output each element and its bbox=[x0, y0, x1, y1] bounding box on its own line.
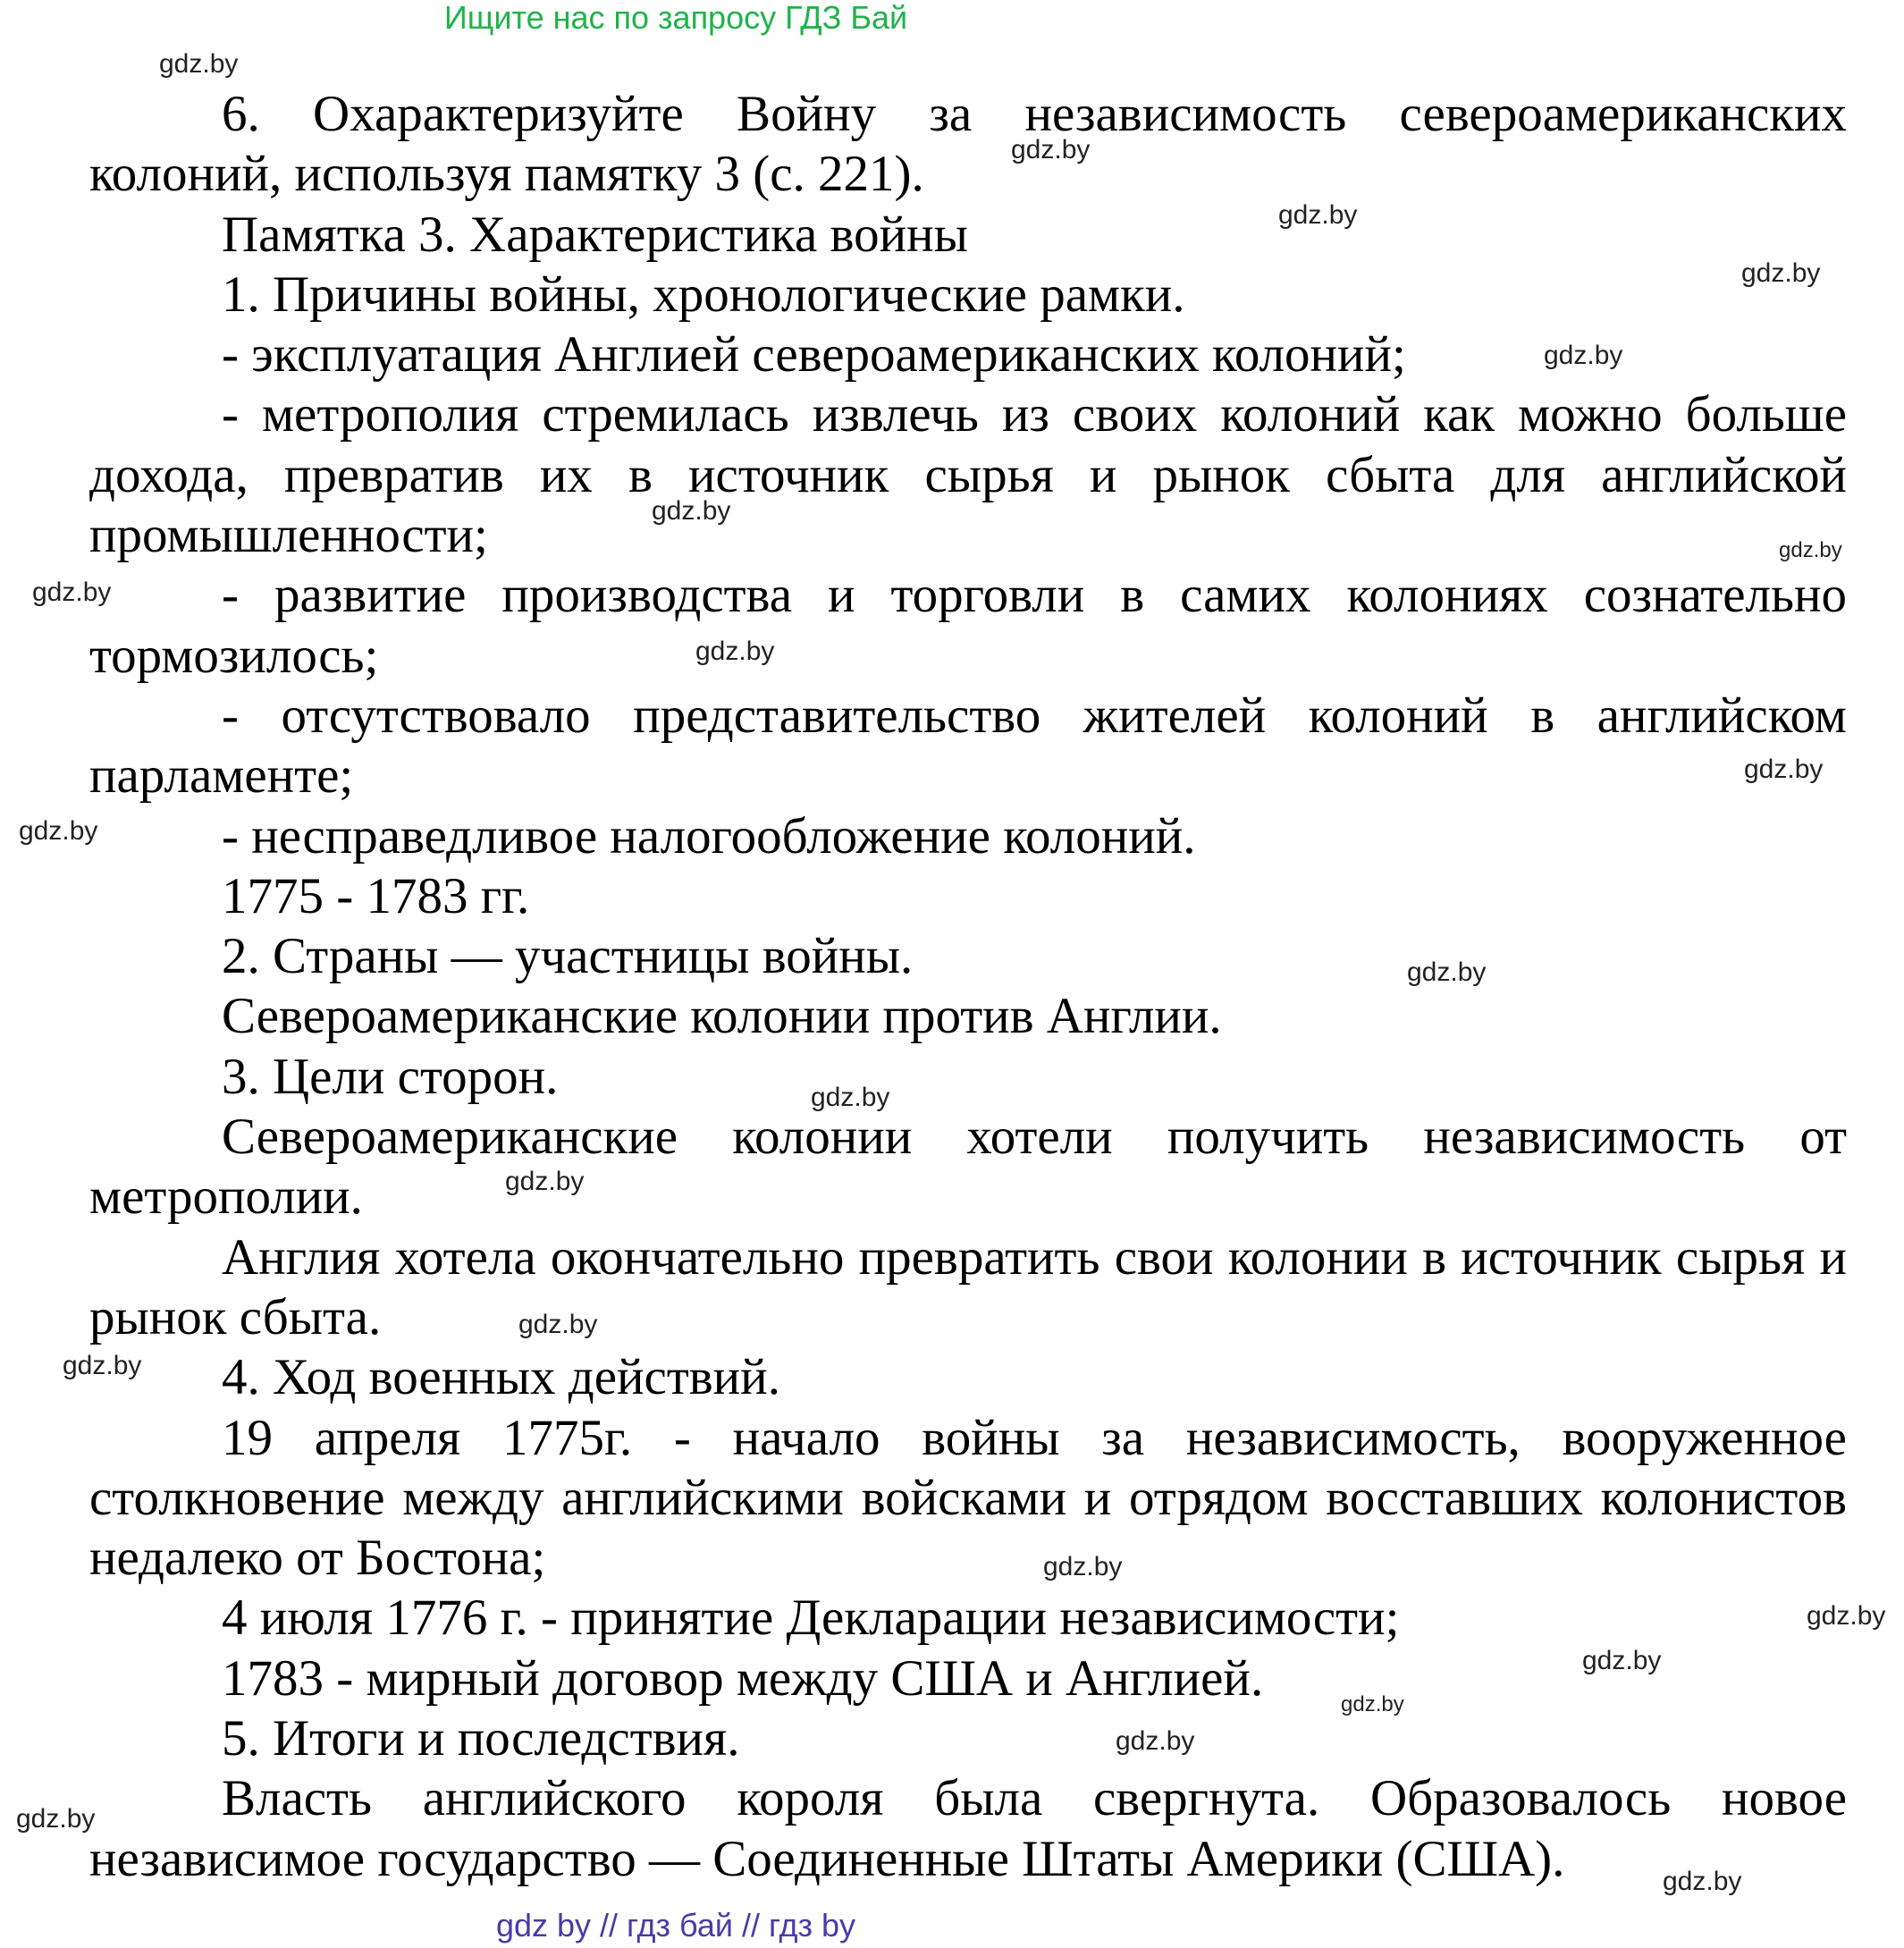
watermark: gdz.by bbox=[19, 816, 98, 846]
watermark: gdz.by bbox=[1744, 755, 1824, 784]
list-item: - несправедливое налогообложение колоний. bbox=[222, 807, 1196, 864]
watermark: gdz.by bbox=[1043, 1552, 1123, 1581]
watermark: gdz.by bbox=[1011, 135, 1091, 164]
watermark: gdz.by bbox=[159, 49, 239, 79]
watermark: gdz.by bbox=[1741, 258, 1821, 288]
memo-title: Памятка 3. Характеристика войны bbox=[222, 206, 968, 263]
list-item: - эксплуатация Англией североамериканских колоний; bbox=[222, 326, 1406, 384]
search-banner: Ищите нас по запросу ГДЗ Бай bbox=[443, 0, 908, 36]
watermark: gdz.by bbox=[63, 1351, 142, 1380]
date-range: 1775 - 1783 гг. bbox=[222, 867, 530, 924]
paragraph: 1783 - мирный договор между США и Англией. bbox=[222, 1649, 1264, 1707]
paragraph: Североамериканские колонии хотели получить независимость от метрополии. bbox=[89, 1109, 1847, 1226]
paragraph: Англия хотела окончательно превратить свои колонии в источник сырья и рынок сбыта. bbox=[89, 1228, 1847, 1345]
watermark: gdz.by bbox=[1582, 1646, 1662, 1675]
watermark: gdz.by bbox=[32, 578, 112, 607]
watermark: gdz.by bbox=[695, 637, 775, 666]
section-heading: 3. Цели сторон. bbox=[222, 1048, 559, 1105]
watermark: gdz.by bbox=[1341, 1692, 1404, 1716]
section-heading: 5. Итоги и последствия. bbox=[222, 1710, 740, 1767]
question-paragraph: 6. Охарактеризуйте Войну за независимость североамериканских колоний, используя памятку 3 (с. 221). bbox=[89, 86, 1847, 203]
watermark: gdz.by bbox=[1663, 1867, 1742, 1896]
watermark: gdz.by bbox=[1807, 1601, 1886, 1631]
watermark: gdz.by bbox=[1779, 538, 1842, 562]
paragraph: 4 июля 1776 г. - принятие Декларации независимости; bbox=[222, 1590, 1400, 1647]
list-item: - отсутствовало представительство жителей колоний в английском парламенте; bbox=[89, 687, 1847, 805]
list-item: - метрополия стремилась извлечь из своих колоний как можно больше дохода, превратив их в источник сырья и рынок сбыта для английской промышленности; bbox=[89, 386, 1847, 564]
paragraph: Власть английского короля была свергнута. Образовалось новое независимое государство — Соединенные Штаты Америки (США). bbox=[89, 1770, 1847, 1887]
watermark: gdz.by bbox=[16, 1804, 96, 1834]
paragraph: 19 апреля 1775г. - начало войны за независимость, вооруженное столкновение между английскими войсками и отрядом восставших колонистов недалеко от Бостона; bbox=[89, 1409, 1847, 1587]
footer-links: gdz by // гдз бай // гдз by bbox=[495, 1907, 856, 1944]
watermark: gdz.by bbox=[652, 496, 731, 526]
watermark: gdz.by bbox=[1116, 1726, 1195, 1756]
watermark: gdz.by bbox=[1407, 957, 1487, 987]
watermark: gdz.by bbox=[505, 1167, 585, 1196]
section-heading: 1. Причины войны, хронологические рамки. bbox=[222, 266, 1185, 323]
section-heading: 2. Страны — участницы войны. bbox=[222, 928, 914, 985]
watermark: gdz.by bbox=[1278, 200, 1358, 230]
watermark: gdz.by bbox=[811, 1083, 890, 1112]
list-item: - развитие производства и торговли в самих колониях сознательно тормозилось; bbox=[89, 567, 1847, 684]
watermark: gdz.by bbox=[1544, 341, 1623, 370]
paragraph: Североамериканские колонии против Англии. bbox=[222, 988, 1222, 1045]
watermark: gdz.by bbox=[518, 1310, 598, 1339]
section-heading: 4. Ход военных действий. bbox=[222, 1349, 780, 1406]
